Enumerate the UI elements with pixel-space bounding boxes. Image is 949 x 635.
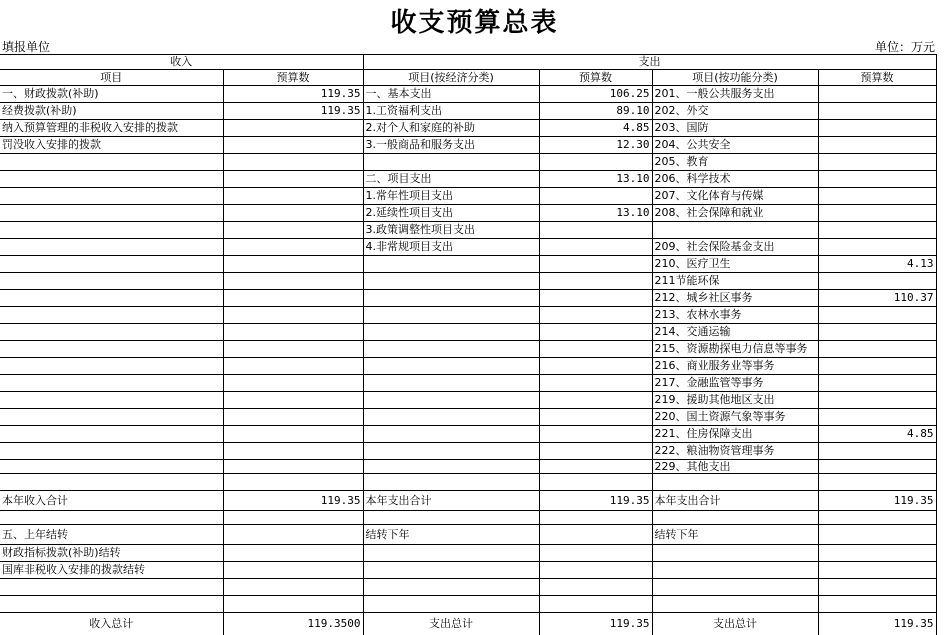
income-value — [223, 290, 363, 307]
econ-value — [539, 273, 652, 290]
func-item: 215、资源勘探电力信息等事务 — [652, 341, 818, 358]
page-title: 收支预算总表 — [0, 2, 949, 39]
func-value: 4.13 — [818, 256, 936, 273]
econ-item — [363, 392, 539, 409]
func-value: 4.85 — [818, 426, 936, 443]
func-total-label: 本年支出合计 — [652, 491, 818, 511]
empty-cell — [818, 525, 936, 545]
func-item: 204、公共安全 — [652, 137, 818, 154]
econ-item — [363, 375, 539, 392]
econ-value — [539, 474, 652, 491]
carry-sub-label: 国库非税收入安排的拨款结转 — [0, 562, 223, 579]
income-value — [223, 256, 363, 273]
empty-cell — [652, 511, 818, 525]
empty-cell — [818, 511, 936, 525]
func-item: 222、粮油物资管理事务 — [652, 443, 818, 460]
col-income-budget: 预算数 — [223, 70, 363, 86]
func-item: 229、其他支出 — [652, 460, 818, 474]
empty-cell — [223, 562, 363, 579]
table-row — [0, 426, 936, 443]
func-value — [818, 86, 936, 103]
table-row — [0, 205, 936, 222]
col-income-item: 项目 — [0, 70, 223, 86]
func-value — [818, 205, 936, 222]
func-item: 206、科学技术 — [652, 171, 818, 188]
income-total-value: 119.35 — [223, 491, 363, 511]
func-value — [818, 188, 936, 205]
econ-item — [363, 474, 539, 491]
table-row — [0, 375, 936, 392]
econ-item: 1.工资福利支出 — [363, 103, 539, 120]
income-item: 一、财政拨款(补助) — [0, 86, 223, 103]
income-value — [223, 474, 363, 491]
table-row — [0, 188, 936, 205]
income-item — [0, 256, 223, 273]
income-value — [223, 154, 363, 171]
econ-value: 106.25 — [539, 86, 652, 103]
func-item — [652, 474, 818, 491]
func-value — [818, 375, 936, 392]
income-item — [0, 290, 223, 307]
income-value — [223, 171, 363, 188]
income-item — [0, 154, 223, 171]
col-econ-budget: 预算数 — [539, 70, 652, 86]
income-value — [223, 222, 363, 239]
func-item: 207、文化体育与传媒 — [652, 188, 818, 205]
econ-value — [539, 443, 652, 460]
func-item: 209、社会保险基金支出 — [652, 239, 818, 256]
func-item: 214、交通运输 — [652, 324, 818, 341]
table-row — [0, 392, 936, 409]
econ-value — [539, 358, 652, 375]
income-item — [0, 474, 223, 491]
econ-value: 13.10 — [539, 171, 652, 188]
func-value — [818, 154, 936, 171]
grand-income-value: 119.3500 — [223, 613, 363, 635]
econ-value — [539, 239, 652, 256]
func-item: 205、教育 — [652, 154, 818, 171]
econ-item — [363, 290, 539, 307]
table-row — [0, 239, 936, 256]
carry-sub-row — [0, 596, 936, 613]
func-item: 217、金融监管等事务 — [652, 375, 818, 392]
carry-sub-row — [0, 545, 936, 562]
econ-value — [539, 188, 652, 205]
income-value — [223, 409, 363, 426]
income-item — [0, 375, 223, 392]
table-row — [0, 474, 936, 491]
income-value — [223, 460, 363, 474]
income-value — [223, 307, 363, 324]
func-value — [818, 103, 936, 120]
totals-row — [0, 491, 936, 511]
func-value — [818, 120, 936, 137]
empty-cell — [818, 579, 936, 596]
grand-func-value: 119.35 — [818, 613, 936, 635]
empty-cell — [652, 545, 818, 562]
func-value — [818, 474, 936, 491]
income-value — [223, 358, 363, 375]
func-value — [818, 392, 936, 409]
func-item: 220、国土资源气象等事务 — [652, 409, 818, 426]
income-item — [0, 426, 223, 443]
econ-item — [363, 341, 539, 358]
func-value — [818, 137, 936, 154]
empty-cell — [652, 579, 818, 596]
income-item — [0, 460, 223, 474]
econ-total-label: 本年支出合计 — [363, 491, 539, 511]
income-item — [0, 188, 223, 205]
func-value — [818, 358, 936, 375]
income-value — [223, 443, 363, 460]
empty-cell — [0, 579, 223, 596]
unit-label: 单位：万元 — [875, 38, 935, 55]
econ-item — [363, 443, 539, 460]
func-value — [818, 307, 936, 324]
econ-item — [363, 324, 539, 341]
col-func-budget: 预算数 — [818, 70, 936, 86]
econ-item: 二、项目支出 — [363, 171, 539, 188]
expense-group-header: 支出 — [363, 55, 936, 70]
func-value — [818, 443, 936, 460]
func-item: 216、商业服务业等事务 — [652, 358, 818, 375]
econ-value — [539, 290, 652, 307]
grand-econ-label: 支出总计 — [363, 613, 539, 635]
budget-table-body — [0, 55, 936, 635]
econ-value — [539, 375, 652, 392]
func-value — [818, 239, 936, 256]
col-func-item: 项目(按功能分类) — [652, 70, 818, 86]
income-item — [0, 409, 223, 426]
econ-item — [363, 256, 539, 273]
empty-cell — [818, 596, 936, 613]
econ-item — [363, 460, 539, 474]
econ-item — [363, 154, 539, 171]
empty-cell — [539, 562, 652, 579]
econ-item: 4.非常规项目支出 — [363, 239, 539, 256]
func-item: 213、农林水事务 — [652, 307, 818, 324]
table-row — [0, 443, 936, 460]
econ-total-value: 119.35 — [539, 491, 652, 511]
income-value — [223, 324, 363, 341]
grand-income-label: 收入总计 — [0, 613, 223, 635]
econ-value: 89.10 — [539, 103, 652, 120]
func-value — [818, 460, 936, 474]
table-row — [0, 341, 936, 358]
econ-item: 1.常年性项目支出 — [363, 188, 539, 205]
econ-item — [363, 307, 539, 324]
empty-cell — [363, 562, 539, 579]
budget-table — [0, 54, 937, 635]
income-value — [223, 120, 363, 137]
empty-cell — [539, 525, 652, 545]
income-item — [0, 443, 223, 460]
income-value — [223, 392, 363, 409]
empty-cell — [223, 511, 363, 525]
func-item: 202、外交 — [652, 103, 818, 120]
econ-item: 2.对个人和家庭的补助 — [363, 120, 539, 137]
func-item: 201、一般公共服务支出 — [652, 86, 818, 103]
income-item — [0, 341, 223, 358]
empty-cell — [539, 579, 652, 596]
econ-value — [539, 460, 652, 474]
income-total-label: 本年收入合计 — [0, 491, 223, 511]
func-item — [652, 222, 818, 239]
func-item: 221、住房保障支出 — [652, 426, 818, 443]
income-value: 119.35 — [223, 103, 363, 120]
econ-item: 3.一般商品和服务支出 — [363, 137, 539, 154]
carry-sub-row — [0, 562, 936, 579]
carry-func-label: 结转下年 — [652, 525, 818, 545]
table-row — [0, 103, 936, 120]
func-value: 110.37 — [818, 290, 936, 307]
empty-cell — [652, 596, 818, 613]
income-value — [223, 239, 363, 256]
func-item: 210、医疗卫生 — [652, 256, 818, 273]
econ-item — [363, 409, 539, 426]
func-item: 211节能环保 — [652, 273, 818, 290]
table-row — [0, 273, 936, 290]
empty-cell — [223, 596, 363, 613]
econ-value — [539, 154, 652, 171]
grand-func-label: 支出总计 — [652, 613, 818, 635]
table-row — [0, 154, 936, 171]
income-value — [223, 375, 363, 392]
carry-econ-label: 结转下年 — [363, 525, 539, 545]
func-value — [818, 409, 936, 426]
empty-cell — [652, 562, 818, 579]
income-item — [0, 358, 223, 375]
income-value — [223, 426, 363, 443]
func-value — [818, 171, 936, 188]
empty-cell — [363, 596, 539, 613]
econ-value — [539, 409, 652, 426]
econ-value: 4.85 — [539, 120, 652, 137]
econ-value: 13.10 — [539, 205, 652, 222]
income-item — [0, 239, 223, 256]
table-row — [0, 324, 936, 341]
income-value — [223, 273, 363, 290]
empty-cell — [363, 579, 539, 596]
empty-cell — [539, 596, 652, 613]
func-item: 203、国防 — [652, 120, 818, 137]
econ-item — [363, 273, 539, 290]
empty-cell — [0, 511, 223, 525]
empty-cell — [0, 596, 223, 613]
income-item — [0, 324, 223, 341]
table-row — [0, 307, 936, 324]
carry-sub-label: 财政指标拨款(补助)结转 — [0, 545, 223, 562]
table-row — [0, 222, 936, 239]
table-row — [0, 137, 936, 154]
func-value — [818, 273, 936, 290]
econ-value — [539, 222, 652, 239]
func-value — [818, 222, 936, 239]
table-row — [0, 86, 936, 103]
income-group-header: 收入 — [0, 55, 363, 70]
econ-item: 2.延续性项目支出 — [363, 205, 539, 222]
econ-value: 12.30 — [539, 137, 652, 154]
income-item: 罚没收入安排的拨款 — [0, 137, 223, 154]
table-row — [0, 409, 936, 426]
empty-cell — [223, 525, 363, 545]
func-item: 219、援助其他地区支出 — [652, 392, 818, 409]
econ-item — [363, 426, 539, 443]
econ-value — [539, 341, 652, 358]
empty-cell — [818, 562, 936, 579]
col-econ-item: 项目(按经济分类) — [363, 70, 539, 86]
income-item: 纳入预算管理的非税收入安排的拨款 — [0, 120, 223, 137]
carry-row — [0, 525, 936, 545]
table-row — [0, 290, 936, 307]
empty-cell — [363, 511, 539, 525]
carry-income-label: 五、上年结转 — [0, 525, 223, 545]
spacer-row — [0, 511, 936, 525]
econ-value — [539, 392, 652, 409]
income-item — [0, 205, 223, 222]
carry-sub-row — [0, 579, 936, 596]
func-item: 208、社会保障和就业 — [652, 205, 818, 222]
table-row — [0, 120, 936, 137]
empty-cell — [818, 545, 936, 562]
econ-value — [539, 324, 652, 341]
func-item: 212、城乡社区事务 — [652, 290, 818, 307]
income-item — [0, 307, 223, 324]
econ-item: 3.政策调整性项目支出 — [363, 222, 539, 239]
econ-value — [539, 256, 652, 273]
income-value — [223, 188, 363, 205]
income-value — [223, 341, 363, 358]
income-value — [223, 137, 363, 154]
table-row — [0, 256, 936, 273]
income-item — [0, 392, 223, 409]
func-value — [818, 341, 936, 358]
econ-value — [539, 426, 652, 443]
empty-cell — [539, 545, 652, 562]
income-item: 经费拨款(补助) — [0, 103, 223, 120]
reporter-label: 填报单位 — [2, 38, 50, 55]
table-row — [0, 171, 936, 188]
income-value — [223, 205, 363, 222]
grand-econ-value: 119.35 — [539, 613, 652, 635]
func-total-value: 119.35 — [818, 491, 936, 511]
income-value: 119.35 — [223, 86, 363, 103]
grand-total-row — [0, 613, 936, 635]
income-item — [0, 273, 223, 290]
income-item — [0, 171, 223, 188]
empty-cell — [223, 579, 363, 596]
table-row — [0, 358, 936, 375]
table-row — [0, 460, 936, 474]
empty-cell — [539, 511, 652, 525]
econ-item — [363, 358, 539, 375]
empty-cell — [363, 545, 539, 562]
econ-item: 一、基本支出 — [363, 86, 539, 103]
empty-cell — [223, 545, 363, 562]
func-value — [818, 324, 936, 341]
income-item — [0, 222, 223, 239]
econ-value — [539, 307, 652, 324]
